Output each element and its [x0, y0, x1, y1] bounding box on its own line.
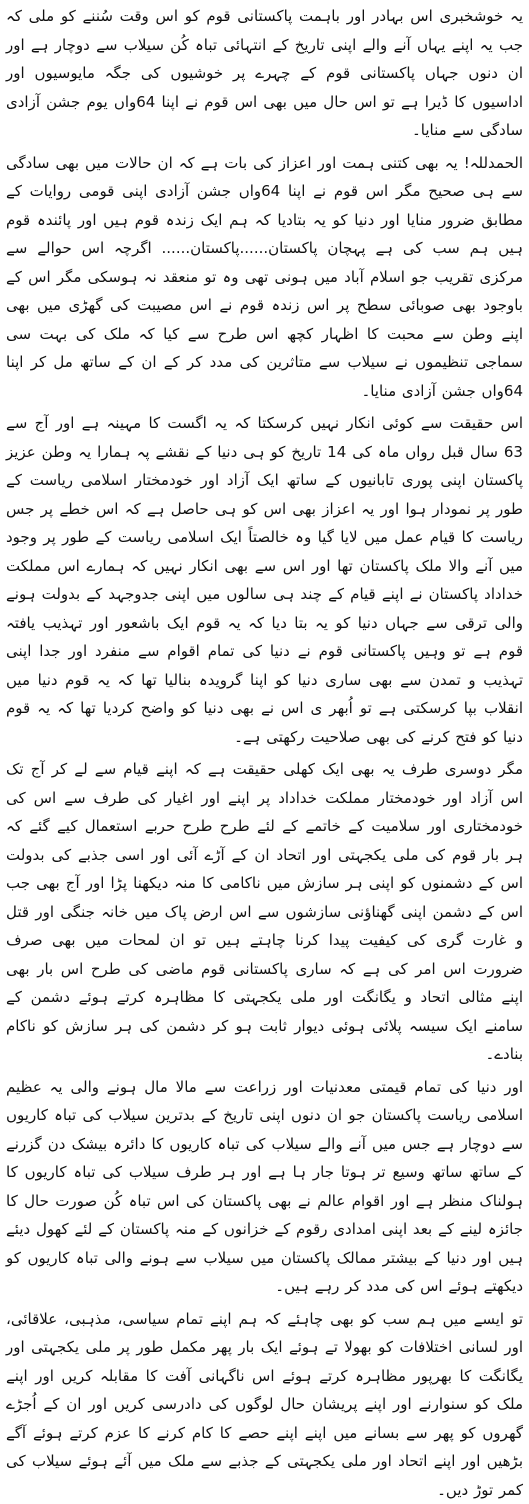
article-paragraph-2: الحمدللہ! یہ بھی کتنی ہمت اور اعزاز کی بات ہے کہ ان حالات میں بھی سادگی سے ہی صحیح مگر اس قوم نے اپنا 64واں جشن آزادی اپنی قومی روایات کے مطابق ضرور منایا اور دنیا کو یہ بتادیا کہ ہم ایک زندہ قوم ہیں اور پائندہ قوم ہیں ہم سب کی ہے پہچان پاکستان......پاکستان...... اگرچہ اس حوالے سے مرکزی تقریب جو اسلام آباد میں ہونی تھی وہ تو منعقد نہ ہوسکی مگر اس کے باوجود بھی صوبائی سطح پر اس زندہ قوم نے اس مصیبت کی گھڑی میں بھی اپنے وطن سے محبت کا اظہار کچھ اس طرح سے کیا کہ ملک کی بہت سی سماجی تنظیموں نے سیلاب سے متاثرین کی مدد کر کے ان کے ساتھ مل کر اپنا 64واں جشن آزادی منایا۔	[6, 149, 523, 406]
article-paragraph-4: مگر دوسری طرف یہ بھی ایک کھلی حقیقت ہے کہ اپنے قیام سے لے کر آج تک اس آزاد اور خودمختار مملکت خداداد پر اپنے اور اغیار کی طرف سے اس کی خودمختاری اور سلامیت کے خاتمے کے لئے طرح طرح حربے استعمال کیے گئے کہ ہر بار قوم کی ملی یکجہتی اور اتحاد ان کے آڑے آئی اور اسی جذبے کی بدولت اس کے دشمنوں کو اپنی ہر سازش میں ناکامی کا منہ دیکھنا پڑا اور آج بھی جب اس کے دشمن اپنی گھناؤنی سازشوں سے اس ارض پاک میں خانہ جنگی اور قتل و غارت گری کی کیفیت پیدا کرنا چاہتے ہیں تو ان لمحات میں بھی صرف ضرورت اس امر کی ہے کہ ساری پاکستانی قوم ماضی کی طرح اس بار بھی اپنے مثالی اتحاد و یگانگت اور ملی یکجہتی کا مظاہرہ کرتے ہوئے دشمن کے سامنے ایک سیسہ پلائی ہوئی دیوار ثابت ہو کر دشمن کی ہر سازش کو ناکام بنادے۔	[6, 755, 523, 1069]
article-paragraph-6: تو ایسے میں ہم سب کو بھی چاہئے کہ ہم اپنے تمام سیاسی، مذہبی، علاقائی، اور لسانی اختلافات کو بھولا تے ہوئے ایک بار پھر مکمل طور پر ملی یکجہتی اور یگانگت کا بھرپور مظاہرہ کرتے ہوئے اس ناگہانی آفت کا مقابلہ کریں اور اپنے ملک کو سنوارنے اور اپنے پریشان حال لوگوں کی دادرسی کریں اور ان کے اُجڑے گھروں کو پھر سے بسانے میں اپنے اپنے حصے کا کام کرنے کا عزم کرتے ہوئے آگے بڑھیں اور اپنے اتحاد اور ملی یکجہتی کے جذبے سے ملک میں آئے ہوئے سیلاب کی کمر توڑ دیں۔	[6, 1305, 523, 1504]
article-paragraph-3: اس حقیقت سے کوئی انکار نہیں کرسکتا کہ یہ اگست کا مہینہ ہے اور آج سے 63 سال قبل رواں ماہ کی 14 تاریخ کو ہی دنیا کے نقشے پہ ہمارا یہ وطن عزیز پاکستان اپنی پوری تابانیوں کے ساتھ ایک آزاد اور خودمختار اسلامی ریاست کے طور پر نمودار ہوا اور یہ اعزاز بھی اس کو ہی حاصل ہے کہ اس خطے پر جس ریاست کا قیام عمل میں لایا گیا وہ خالصتاً ایک اسلامی ریاست کے طور پر وجود میں آنے والا ملک پاکستان تھا اور اس سے بھی انکار نہیں کہ ہمارے اس مملکت خداداد پاکستان نے اپنے قیام کے چند ہی سالوں میں اپنی جدوجہد کے بدولت ہونے والی ترقی سے جہاں دنیا کو یہ بتا دیا کہ یہ قوم ایک باشعور اور تہذیب یافتہ قوم ہے تو وہیں پاکستانی قوم نے دنیا کی تمام اقوام سے منفرد اور جدا اپنی تہذیب و تمدن سے بھی ساری دنیا کو اپنا گرویدہ بنالیا تھا کہ یہ قوم دنیا میں انقلاب بپا کرسکتی ہے تو اُبھر ی اس نے بھی دنیا کو واضح کردیا تھا کہ یہ قوم دنیا کو فتح کرنے کی بھی صلاحیت رکھتی ہے۔	[6, 409, 523, 751]
article-paragraph-5: اور دنیا کی تمام قیمتی معدنیات اور زراعت سے مالا مال ہونے والی یہ عظیم اسلامی ریاست پاکستان جو ان دنوں اپنی تاریخ کے بدترین سیلاب کی تباہ کاریوں سے دوچار ہے جس میں آنے والے سیلاب کی تباہ کاریوں کا دائرہ بیشک دن گزرنے کے ساتھ ساتھ وسیع تر ہوتا جار ہا ہے اور ہر طرف سیلاب کی تباہ کاریوں کا ہولناک منظر ہے اور اقوام عالم نے بھی پاکستان کی اس تباہ کُن صورت حال کا جائزہ لینے کے بعد اپنی امدادی رقوم کے خزانوں کے منہ پاکستان کے لئے کھول دیئے ہیں اور دنیا کے بیشتر ممالک پاکستان میں سیلاب سے ہونے والی تباہ کاریوں کو دیکھتے ہوئے اس کی مدد کر رہے ہیں۔	[6, 1073, 523, 1301]
article-paragraph-1: یہ خوشخبری اس بہادر اور باہمت پاکستانی قوم کو اس وقت سُننے کو ملی کہ جب یہ اپنے یہاں آنے والے اپنی تاریخ کے انتہائی تباہ کُن سیلاب سے دوچار ہے اور ان دنوں جہاں پاکستانی قوم کے چہرے پر خوشیوں کی جگہ مایوسیوں اور اداسیوں کا ڈیرا ہے تو اس حال میں بھی اس قوم نے اپنا 64واں یوم جشن آزادی سادگی سے منایا۔	[6, 2, 523, 145]
